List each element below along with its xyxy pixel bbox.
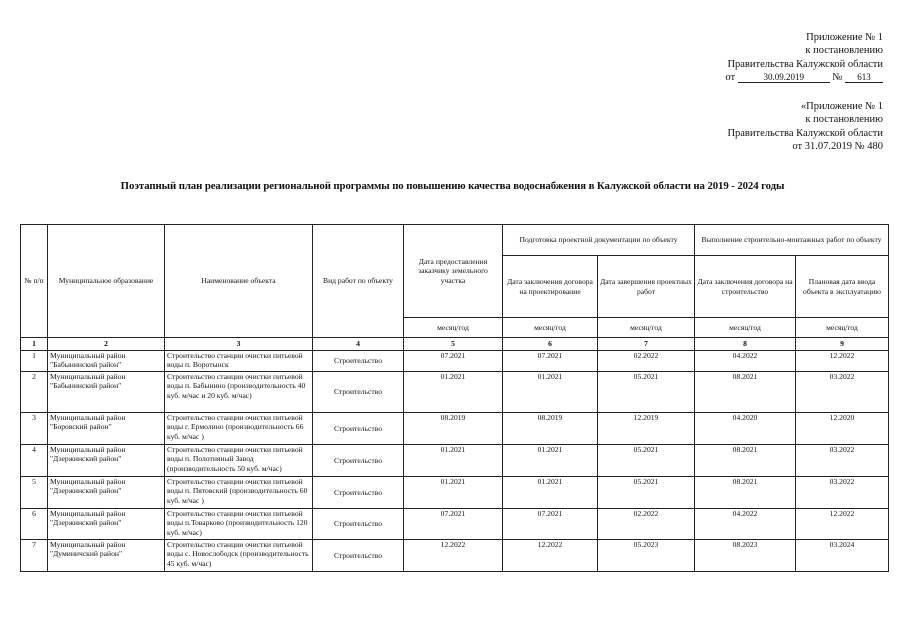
design-end-date: 02.2022 — [598, 351, 695, 372]
previous-appendix-header — [727, 100, 883, 154]
appendix-title: Приложение № 1 — [806, 32, 883, 43]
colnum: 2 — [48, 338, 165, 351]
row-number: 6 — [21, 509, 48, 540]
municipality: Муниципальный район "Дзержинский район" — [48, 509, 165, 540]
municipality: Муниципальный район "Думиничский район" — [48, 540, 165, 572]
design-contract-date: 07.2021 — [503, 351, 598, 372]
commission-date: 03.2022 — [796, 445, 889, 477]
build-contract-date: 04.2022 — [695, 351, 796, 372]
commission-date: 03.2022 — [796, 477, 889, 509]
build-contract-date: 08.2021 — [695, 445, 796, 477]
work-type: Строительство — [313, 413, 404, 445]
from-label: от — [725, 72, 736, 84]
colnum: 3 — [165, 338, 313, 351]
design-contract-date: 01.2021 — [503, 372, 598, 413]
colnum: 1 — [21, 338, 48, 351]
table-row — [21, 509, 889, 540]
object-name: Строительство станции очистки питьевой воды п. Воротынск — [165, 351, 313, 372]
build-contract-date: 08.2021 — [695, 372, 796, 413]
design-end-date: 05.2021 — [598, 372, 695, 413]
table-row — [21, 445, 889, 477]
colnum: 4 — [313, 338, 404, 351]
design-contract-date: 07.2021 — [503, 509, 598, 540]
commission-date: 03.2024 — [796, 540, 889, 572]
work-type: Строительство — [313, 351, 404, 372]
unit-design-end: месяц/год — [598, 318, 695, 338]
colnum: 7 — [598, 338, 695, 351]
header-build-contract: Дата заключения договора на строительство — [695, 256, 796, 318]
row-number: 5 — [21, 477, 48, 509]
work-type: Строительство — [313, 477, 404, 509]
document-title: Поэтапный план реализации региональной программы по повышению качества водоснабжения в Калужской области на 2019 - 2024 годы — [120, 180, 785, 192]
commission-date: 12.2022 — [796, 351, 889, 372]
municipality: Муниципальный район "Дзержинский район" — [48, 477, 165, 509]
municipality: Муниципальный район "Бабынинский район" — [48, 351, 165, 372]
column-numbers-row — [21, 338, 889, 351]
header-build-group: Выполнение строительно-монтажных работ по объекту — [695, 225, 889, 256]
build-contract-date: 08.2021 — [695, 477, 796, 509]
colnum: 6 — [503, 338, 598, 351]
plan-table — [20, 224, 889, 572]
municipality: Муниципальный район "Боровский район" — [48, 413, 165, 445]
row-number: 3 — [21, 413, 48, 445]
colnum: 8 — [695, 338, 796, 351]
build-contract-date: 04.2020 — [695, 413, 796, 445]
table-row — [21, 413, 889, 445]
header-object: Наименование объекта — [165, 225, 313, 338]
land-date: 07.2021 — [404, 351, 503, 372]
prev-appendix-date: от 31.07.2019 № 480 — [792, 141, 883, 153]
table-row — [21, 477, 889, 509]
design-contract-date: 12.2022 — [503, 540, 598, 572]
header-design-group: Подготовка проектной документации по объекту — [503, 225, 695, 256]
appendix-resolution: к постановлению — [805, 45, 883, 57]
resolution-date: 30.09.2019 — [738, 72, 830, 83]
colnum: 9 — [796, 338, 889, 351]
municipality: Муниципальный район "Бабынинский район" — [48, 372, 165, 413]
row-number: 4 — [21, 445, 48, 477]
appendix-date-line — [725, 71, 883, 84]
header-design-contract: Дата заключения договора на проектирование — [503, 256, 598, 318]
header-municipality: Муниципальное образование — [48, 225, 165, 338]
object-name: Строительство станции очистки питьевой воды г. Ермолино (производительность 66 куб. м/час ) — [165, 413, 313, 445]
commission-date: 03.2022 — [796, 372, 889, 413]
work-type: Строительство — [313, 540, 404, 572]
table-row — [21, 540, 889, 572]
commission-date: 12.2020 — [796, 413, 889, 445]
design-end-date: 05.2021 — [598, 477, 695, 509]
work-type: Строительство — [313, 372, 404, 413]
design-contract-date: 01.2021 — [503, 477, 598, 509]
build-contract-date: 08.2023 — [695, 540, 796, 572]
header-commission: Плановая дата ввода объекта в эксплуатацию — [796, 256, 889, 318]
design-contract-date: 08.2019 — [503, 413, 598, 445]
header-design-end: Дата завершения проектных работ — [598, 256, 695, 318]
prev-appendix-title: «Приложение № 1 — [800, 101, 883, 112]
land-date: 01.2021 — [404, 477, 503, 509]
row-number: 2 — [21, 372, 48, 413]
object-name: Строительство станции очистки питьевой воды п. Бабынино (производительность 40 куб. м/час и 20 куб. м/час) — [165, 372, 313, 413]
municipality: Муниципальный район "Дзержинский район" — [48, 445, 165, 477]
header-land-date: Дата предоставления заказчику земельного участка — [404, 225, 503, 318]
object-name: Строительство станции очистки питьевой воды п. Полотняный Завод (производительность 50 куб. м/час) — [165, 445, 313, 477]
object-name: Строительство станции очистки питьевой воды п.Товарково (производительность 120 куб. м/час) — [165, 509, 313, 540]
appendix-government: Правительства Калужской области — [727, 58, 883, 70]
design-contract-date: 01.2021 — [503, 445, 598, 477]
appendix-header — [725, 31, 883, 85]
table-row — [21, 351, 889, 372]
header-num: № п/п — [21, 225, 48, 338]
object-name: Строительство станции очистки питьевой воды п. Пятовский (производительность 60 куб. м/час ) — [165, 477, 313, 509]
land-date: 01.2021 — [404, 372, 503, 413]
number-label: № — [832, 72, 843, 84]
unit-design-contract: месяц/год — [503, 318, 598, 338]
table-row — [21, 372, 889, 413]
design-end-date: 05.2023 — [598, 540, 695, 572]
design-end-date: 12.2019 — [598, 413, 695, 445]
row-number: 7 — [21, 540, 48, 572]
land-date: 08.2019 — [404, 413, 503, 445]
build-contract-date: 04.2022 — [695, 509, 796, 540]
design-end-date: 05.2021 — [598, 445, 695, 477]
object-name: Строительство станции очистки питьевой воды с. Новослободск (производительность 45 куб. м/час) — [165, 540, 313, 572]
resolution-number: 613 — [845, 72, 883, 83]
header-work-type: Вид работ по объекту — [313, 225, 404, 338]
land-date: 01.2021 — [404, 445, 503, 477]
design-end-date: 02.2022 — [598, 509, 695, 540]
unit-commission: месяц/год — [796, 318, 889, 338]
colnum: 5 — [404, 338, 503, 351]
prev-appendix-resolution: к постановлению — [805, 114, 883, 126]
land-date: 12.2022 — [404, 540, 503, 572]
work-type: Строительство — [313, 445, 404, 477]
row-number: 1 — [21, 351, 48, 372]
prev-appendix-government: Правительства Калужской области — [727, 127, 883, 139]
work-type: Строительство — [313, 509, 404, 540]
unit-land: месяц/год — [404, 318, 503, 338]
unit-build-contract: месяц/год — [695, 318, 796, 338]
land-date: 07.2021 — [404, 509, 503, 540]
commission-date: 12.2022 — [796, 509, 889, 540]
